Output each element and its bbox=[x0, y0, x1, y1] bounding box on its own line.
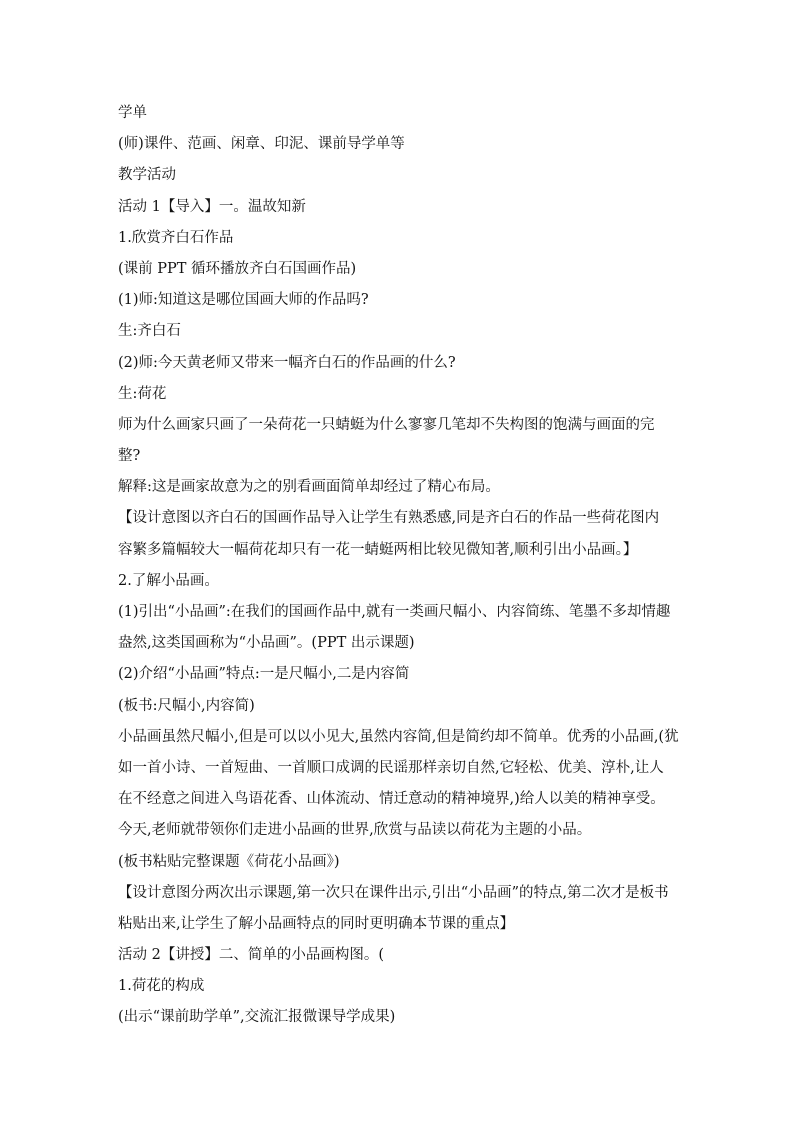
text-line: 1.欣赏齐白石作品 bbox=[118, 229, 234, 246]
text-line: 生:荷花 bbox=[118, 385, 167, 402]
text-line: (出示“课前助学单”,交流汇报微课导学成果) bbox=[118, 1009, 396, 1026]
text-line: 今天,老师就带领你们走进小品画的世界,欣赏与品读以荷花为主题的小品。 bbox=[118, 822, 592, 839]
design-intent-note: 【设计意图分两次出示课题,第一次只在课件出示,引出“小品画”的特点,第二次才是板书 bbox=[118, 884, 669, 901]
text-line: 盎然,这类国画称为“小品画”。(PPT 出示课题) bbox=[118, 635, 415, 652]
text-line: 解释:这是画家故意为之的别看画面简单却经过了精心布局。 bbox=[118, 479, 500, 496]
text-line: (师)课件、范画、闲章、印泥、课前导学单等 bbox=[118, 136, 405, 153]
text-line: (2)师:今天黄老师又带来一幅齐白石的作品画的什么? bbox=[118, 354, 456, 371]
text-line: 如一首小诗、一首短曲、一首顺口成调的民谣那样亲切自然,它轻松、优美、淳朴,让人 bbox=[118, 759, 664, 776]
section-heading: 教学活动 bbox=[118, 167, 176, 184]
text-line: (2)介绍“小品画”特点:一是尺幅小,二是内容简 bbox=[118, 666, 410, 683]
text-line: 小品画虽然尺幅小,但是可以以小见大,虽然内容简,但是简约却不简单。优秀的小品画,(犹 bbox=[118, 728, 679, 745]
text-line: 整? bbox=[118, 448, 141, 465]
text-line: (1)师:知道这是哪位国画大师的作品吗? bbox=[118, 292, 369, 309]
text-line: 在不经意之间进入鸟语花香、山体流动、情迁意动的精神境界,)给人以美的精神享受。 bbox=[118, 791, 665, 808]
design-intent-note: 【设计意图以齐白石的国画作品导入让学生有熟悉感,同是齐白石的作品一些荷花图内 bbox=[118, 510, 660, 527]
text-line: (板书:尺幅小,内容简) bbox=[118, 697, 255, 714]
text-line: 师为什么画家只画了一朵荷花一只蜻蜓为什么寥寥几笔却不失构图的饱满与画面的完 bbox=[118, 416, 655, 433]
text-line: 2.了解小品画。 bbox=[118, 572, 219, 589]
text-line: 学单 bbox=[118, 105, 147, 121]
text-line: (板书粘贴完整课题《荷花小品画》) bbox=[118, 853, 340, 870]
activity-heading: 活动 2【讲授】二、简单的小品画构图。( bbox=[118, 947, 384, 964]
text-line: 生:齐白石 bbox=[118, 323, 181, 340]
text-line: (1)引出“小品画”:在我们的国画作品中,就有一类画尺幅小、内容简练、笔墨不多却情趣 bbox=[118, 604, 671, 620]
document-body bbox=[118, 98, 686, 1034]
design-intent-note: 粘贴出来,让学生了解小品画特点的同时更明确本节课的重点】 bbox=[118, 915, 515, 932]
text-line: (课前 PPT 循环播放齐白石国画作品) bbox=[118, 260, 357, 277]
design-intent-note: 容繁多篇幅较大一幅荷花却只有一花一蜻蜓两相比较见微知著,顺利引出小品画。】 bbox=[118, 541, 638, 558]
text-line: 1.荷花的构成 bbox=[118, 978, 205, 995]
activity-heading: 活动 1【导入】一。温故知新 bbox=[118, 198, 306, 215]
